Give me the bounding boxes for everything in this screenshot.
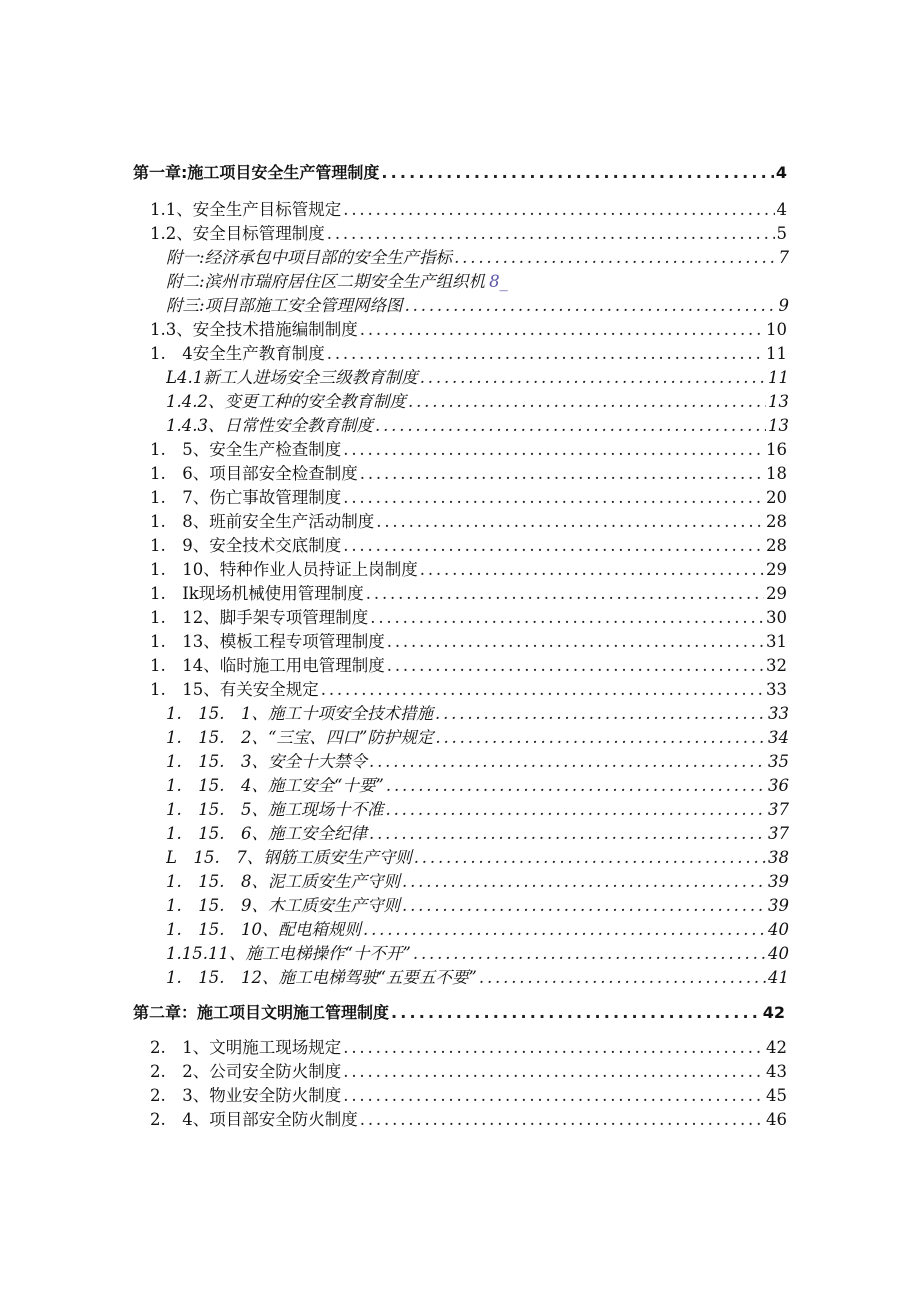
- toc-page-number: 30: [766, 608, 787, 627]
- toc-entry-title: L4.1新工人进场安全三级教育制度: [166, 368, 418, 387]
- toc-page-number: 5: [776, 224, 787, 243]
- toc-page-number: 31: [766, 632, 787, 651]
- toc-page-number: 18: [766, 464, 787, 483]
- toc-page-number: 37: [768, 800, 789, 819]
- toc-entry-title: 1. 15. 1、施工十项安全技术措施: [166, 704, 433, 723]
- toc-entry[interactable]: [150, 655, 787, 679]
- toc-leader-dots: [405, 295, 777, 317]
- toc-page-number: 16: [766, 440, 787, 459]
- toc-entry[interactable]: [166, 415, 789, 439]
- toc-leader-dots: [327, 343, 764, 365]
- toc-entry[interactable]: [150, 1109, 787, 1133]
- toc-entry[interactable]: [150, 511, 787, 535]
- toc-entry-title: 2. 1、文明施工现场规定: [150, 1038, 342, 1057]
- toc-page-number: 39: [768, 896, 789, 915]
- toc-leader-dots: [360, 319, 764, 341]
- toc-entry-title: 第一章:施工项目安全生产管理制度: [133, 163, 380, 182]
- toc-entry[interactable]: [150, 343, 787, 367]
- toc-leader-dots: [321, 679, 764, 701]
- toc-leader-dots: [376, 511, 764, 533]
- toc-leader-dots: [343, 1085, 764, 1107]
- toc-entry-title: 1. 14、临时施工用电管理制度: [150, 656, 385, 675]
- toc-leader-dots: [381, 162, 773, 184]
- toc-entry[interactable]: [166, 391, 789, 415]
- toc-entry[interactable]: [150, 199, 787, 223]
- toc-page-number: 37: [768, 824, 789, 843]
- toc-entry-title: 1. 12、脚手架专项管理制度: [150, 608, 369, 627]
- toc-leader-dots: [363, 919, 766, 941]
- toc-leader-dots: [343, 487, 764, 509]
- toc-page-number: 41: [768, 968, 789, 987]
- toc-entry-title: 1. 15. 6、施工安全纪律: [166, 824, 367, 843]
- toc-entry[interactable]: [166, 727, 789, 751]
- toc-entry[interactable]: [166, 967, 789, 991]
- toc-leader-dots: [435, 727, 766, 749]
- toc-leader-dots: [402, 895, 766, 917]
- toc-leader-dots: [343, 535, 764, 557]
- toc-entry-title: 2. 3、物业安全防火制度: [150, 1086, 342, 1105]
- toc-entry[interactable]: [150, 487, 787, 511]
- toc-page-number: 42: [766, 1038, 787, 1057]
- toc-page-number: 28: [766, 512, 787, 531]
- toc-leader-dots: [343, 199, 774, 221]
- toc-page-number: 42: [762, 1003, 785, 1022]
- toc-leader-dots: [435, 703, 766, 725]
- toc-leader-dots: [387, 655, 764, 677]
- toc-page-number: 20: [766, 488, 787, 507]
- toc-entry[interactable]: [150, 559, 787, 583]
- toc-page-number: 13: [768, 416, 789, 435]
- toc-leader-dots: [369, 751, 766, 773]
- toc-entry-title: 1. 15. 4、施工安全“十要”: [166, 776, 384, 795]
- toc-entry[interactable]: [166, 367, 789, 391]
- toc-entry-title: 1. 8、班前安全生产活动制度: [150, 512, 375, 531]
- toc-entry[interactable]: [166, 895, 789, 919]
- toc-page-number: 29: [766, 560, 787, 579]
- toc-entry[interactable]: [150, 319, 787, 343]
- toc-leader-dots: [370, 607, 764, 629]
- toc-page-number: 32: [766, 656, 787, 675]
- toc-page-number: 38: [768, 848, 789, 867]
- toc-entry[interactable]: [150, 1061, 787, 1085]
- toc-page-number: 45: [766, 1086, 787, 1105]
- toc-page-number: 10: [766, 320, 787, 339]
- toc-leader-dots: [414, 847, 766, 869]
- toc-entry[interactable]: [166, 271, 560, 295]
- toc-entry-title: 1. 15. 5、施工现场十不准: [166, 800, 384, 819]
- toc-page-number: 39: [768, 872, 789, 891]
- toc-entry-title: 1. 13、模板工程专项管理制度: [150, 632, 385, 651]
- toc-entry[interactable]: [166, 871, 789, 895]
- toc-leader-dots: [360, 463, 764, 485]
- toc-entry[interactable]: [150, 1085, 787, 1109]
- toc-page-number: 8_: [489, 272, 508, 291]
- toc-page-number: 9: [778, 296, 789, 315]
- toc-leader-dots: [343, 439, 764, 461]
- toc-leader-dots: [369, 823, 766, 845]
- toc-leader-dots: [387, 631, 764, 653]
- toc-page-number: 33: [768, 704, 789, 723]
- toc-page-number: 11: [768, 368, 789, 387]
- toc-entry-title: 第二章：施工项目文明施工管理制度: [133, 1003, 390, 1022]
- toc-entry-title: 1. 7、伤亡事故管理制度: [150, 488, 342, 507]
- toc-page-number: 40: [768, 920, 789, 939]
- toc-entry-title: 1.1、安全生产目标管规定: [150, 200, 342, 219]
- toc-page-number: 34: [768, 728, 789, 747]
- toc-leader-dots: [454, 247, 776, 269]
- toc-entry[interactable]: [150, 223, 787, 247]
- toc-entry[interactable]: [166, 847, 789, 871]
- toc-page-number: 40: [768, 944, 789, 963]
- toc-entry-title: 2. 4、项目部安全防火制度: [150, 1110, 358, 1129]
- toc-entry[interactable]: [166, 919, 789, 943]
- toc-leader-dots: [413, 943, 766, 965]
- toc-entry[interactable]: [150, 583, 787, 607]
- toc-page-number: 46: [766, 1110, 787, 1129]
- toc-entry-title: 1. 9、安全技术交底制度: [150, 536, 342, 555]
- toc-entry-title: 1. Ik现场机械使用管理制度: [150, 584, 364, 603]
- toc-entry-title: 1. 5、安全生产检查制度: [150, 440, 342, 459]
- toc-entry-title: 1. 15. 9、木工质安生产守则: [166, 896, 400, 915]
- toc-leader-dots: [360, 1109, 764, 1131]
- toc-entry[interactable]: [166, 247, 789, 271]
- toc-page-number: 36: [768, 776, 789, 795]
- toc-entry[interactable]: [166, 943, 789, 967]
- toc-entry-title: 附一:经济承包中项目部的安全生产指标: [166, 248, 453, 267]
- toc-entry[interactable]: [150, 679, 787, 703]
- toc-leader-dots: [391, 1002, 761, 1024]
- toc-entry-title: 1. 4安全生产教育制度: [150, 344, 325, 363]
- toc-page-number: 43: [766, 1062, 787, 1081]
- toc-entry[interactable]: [150, 439, 787, 463]
- toc-page-number: 35: [768, 752, 789, 771]
- toc-entry-title: 1. 15. 3、安全十大禁令: [166, 752, 367, 771]
- toc-page-number: 11: [766, 344, 787, 363]
- toc-entry[interactable]: [166, 775, 789, 799]
- toc-entry[interactable]: [166, 703, 789, 727]
- toc-page-number: 28: [766, 536, 787, 555]
- toc-entry[interactable]: [150, 607, 787, 631]
- toc-leader-dots: [386, 775, 766, 797]
- toc-entry[interactable]: [150, 631, 787, 655]
- toc-entry-title: 1.2、安全目标管理制度: [150, 224, 325, 243]
- toc-entry-title: 2. 2、公司安全防火制度: [150, 1062, 342, 1081]
- toc-leader-dots: [375, 415, 766, 437]
- toc-chapter-entry[interactable]: [133, 1002, 785, 1026]
- toc-entry[interactable]: [166, 751, 789, 775]
- toc-entry-title: 1. 15. 12、施工电梯驾驶“五要五不要”: [166, 968, 477, 987]
- toc-entry[interactable]: [166, 823, 789, 847]
- toc-page-number: 29: [766, 584, 787, 603]
- toc-leader-dots: [327, 223, 775, 245]
- toc-entry-title: 1. 15、有关安全规定: [150, 680, 319, 699]
- toc-page-number: 4: [776, 200, 787, 219]
- toc-entry-title: 1.4.2、变更工种的安全教育制度: [166, 392, 406, 411]
- toc-leader-dots: [402, 871, 766, 893]
- toc-leader-dots: [343, 1037, 764, 1059]
- toc-leader-dots: [420, 559, 764, 581]
- toc-entry-title: 1. 15. 10、配电箱规则: [166, 920, 361, 939]
- toc-entry-title: 1. 6、项目部安全检查制度: [150, 464, 358, 483]
- toc-entry[interactable]: [166, 295, 789, 319]
- toc-page-number: 33: [766, 680, 787, 699]
- toc-entry-title: 1. 15. 2、“三宝、四口”防护规定: [166, 728, 434, 747]
- toc-entry-title: L 15. 7、钢筋工质安生产守则: [166, 848, 412, 867]
- toc-leader-dots: [343, 1061, 764, 1083]
- toc-entry-title: 附三:项目部施工安全管理网络图: [166, 296, 403, 315]
- toc-page-number: 7: [778, 248, 789, 267]
- toc-page-number: 4: [775, 163, 787, 182]
- toc-entry-title: 1. 15. 8、泥工质安生产守则: [166, 872, 400, 891]
- toc-leader-dots: [366, 583, 764, 605]
- toc-entry-title: 1.15.11、施工电梯操作“十不开”: [166, 944, 411, 963]
- toc-leader-dots: [479, 967, 766, 989]
- toc-entry[interactable]: [150, 463, 787, 487]
- toc-leader-dots: [408, 391, 766, 413]
- toc-entry-title: 1. 10、特种作业人员持证上岗制度: [150, 560, 418, 579]
- toc-leader-dots: [420, 367, 766, 389]
- toc-leader-dots: [385, 799, 766, 821]
- toc-entry-title: 1.3、安全技术措施编制制度: [150, 320, 358, 339]
- toc-entry[interactable]: [150, 1037, 787, 1061]
- toc-page-number: 13: [768, 392, 789, 411]
- toc-entry-title: 1.4.3、日常性安全教育制度: [166, 416, 373, 435]
- toc-entry-title: 附二:滨州市瑞府居住区二期安全生产组织机: [166, 272, 486, 291]
- toc-chapter-entry[interactable]: [133, 162, 787, 186]
- toc-entry[interactable]: [166, 799, 789, 823]
- toc-entry[interactable]: [150, 535, 787, 559]
